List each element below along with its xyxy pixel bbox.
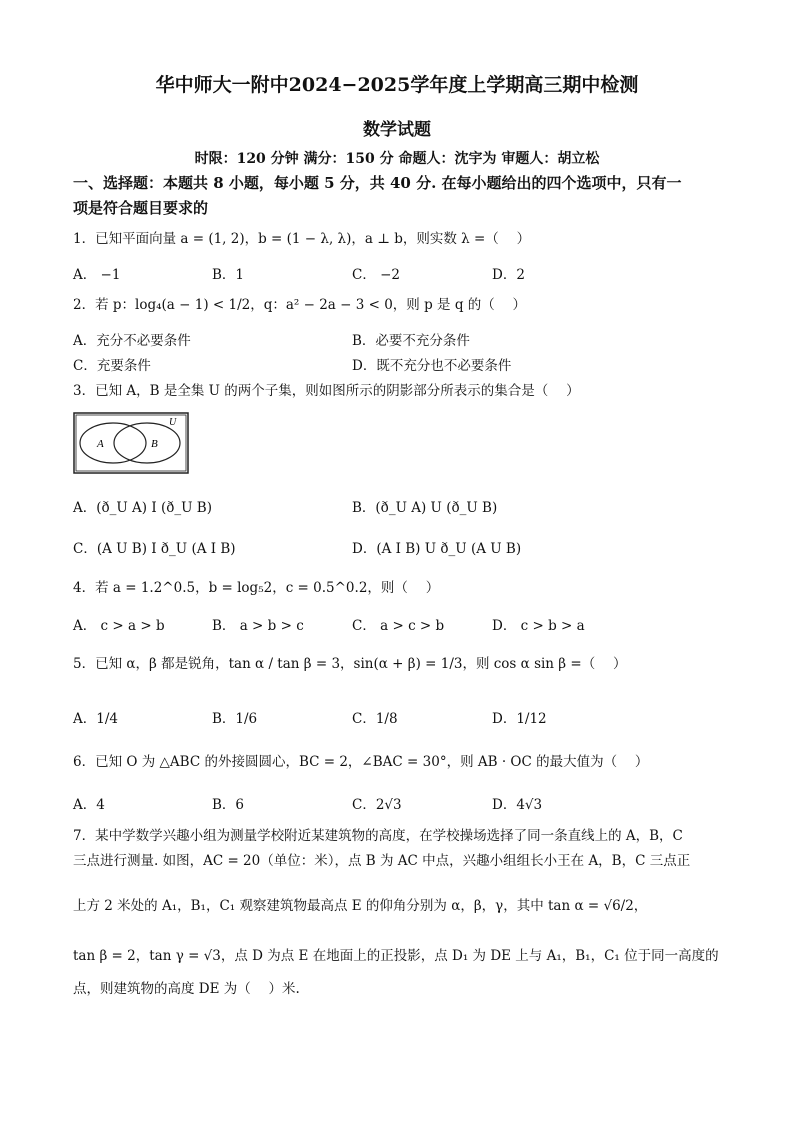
- q3-option-d: D．(A I B) U ð_U (A U B): [352, 541, 522, 557]
- q3-option-b: B．(ð_U A) U (ð_U B): [352, 500, 498, 516]
- q6-option-d: D．4√3: [492, 797, 543, 813]
- q3-option-c: C．(A U B) I ð_U (A I B): [73, 541, 236, 557]
- q7-line5: 点，则建筑物的高度 DE 为（ ）米.: [73, 981, 300, 997]
- q1-option-a: A． −1: [73, 267, 121, 283]
- q3-option-a: A．(ð_U A) I (ð_U B): [73, 500, 212, 516]
- q1-option-c: C． −2: [352, 267, 401, 283]
- q5-stem: 5．已知 α，β 都是锐角，tan α / tan β = 3，sin(α + β) = 1/3，则 cos α sin β =（ ）: [73, 656, 627, 672]
- q6-option-c: C．2√3: [352, 797, 402, 813]
- q1-option-b: B．1: [212, 267, 245, 283]
- q2-option-d: D．既不充分也不必要条件: [352, 358, 512, 374]
- q4-option-b: B． a > b > c: [212, 618, 304, 634]
- q1-stem: 1．已知平面向量 a = (1, 2)，b = (1 − λ, λ)，a ⊥ b，则实数 λ =（ ）: [73, 231, 531, 247]
- q7-line2: 三点进行测量. 如图，AC = 20（单位：米），点 B 为 AC 中点，兴趣小组组长小王在 A，B，C 三点正: [73, 853, 691, 869]
- q4-option-a: A． c > a > b: [73, 618, 165, 634]
- set-a-label: A: [97, 438, 104, 450]
- q7-line3: 上方 2 米处的 A₁，B₁，C₁ 观察建筑物最高点 E 的仰角分别为 α，β，γ，其中 tan α = √6/2，: [73, 898, 648, 914]
- set-b-label: B: [151, 438, 158, 450]
- exam-title: 华中师大一附中2024−2025学年度上学期高三期中检测: [155, 74, 639, 96]
- section-heading-line2: 项是符合题目要求的: [73, 199, 209, 217]
- exam-meta: 时限：120 分钟 满分：150 分 命题人：沈宇为 审题人：胡立松: [194, 151, 600, 167]
- q2-stem: 2．若 p：log₄(a − 1) < 1/2，q：a² − 2a − 3 < 0，则 p 是 q 的（ ）: [73, 297, 527, 313]
- q2-option-c: C．充要条件: [73, 358, 151, 374]
- exam-subtitle: 数学试题: [363, 120, 431, 140]
- q3-stem: 3．已知 A，B 是全集 U 的两个子集，则如图所示的阴影部分所表示的集合是（ ）: [73, 383, 580, 399]
- q5-option-a: A．1/4: [73, 711, 118, 727]
- venn-diagram: [73, 412, 189, 474]
- q4-option-d: D． c > b > a: [492, 618, 585, 634]
- q5-option-c: C．1/8: [352, 711, 398, 727]
- section-heading-line1: 一、选择题：本题共 8 小题，每小题 5 分，共 40 分. 在每小题给出的四个选项中，只有一: [73, 174, 682, 192]
- q6-option-b: B．6: [212, 797, 245, 813]
- q7-line4: tan β = 2，tan γ = √3，点 D 为点 E 在地面上的正投影，点 D₁ 为 DE 上与 A₁，B₁，C₁ 位于同一高度的: [73, 948, 719, 964]
- q4-stem: 4．若 a = 1.2^0.5，b = log₅2，c = 0.5^0.2，则（ ）: [73, 580, 440, 596]
- q5-option-d: D．1/12: [492, 711, 547, 727]
- q4-option-c: C． a > c > b: [352, 618, 445, 634]
- q6-stem: 6．已知 O 为 △ABC 的外接圆圆心，BC = 2，∠BAC = 30°，则 AB · OC 的最大值为（ ）: [73, 754, 649, 770]
- q6-option-a: A．4: [73, 797, 105, 813]
- q7-line1: 7．某中学数学兴趣小组为测量学校附近某建筑物的高度，在学校操场选择了同一条直线上的 A，B，C: [73, 828, 683, 844]
- q2-option-a: A．充分不必要条件: [73, 333, 191, 349]
- universal-set-label: U: [169, 417, 177, 428]
- q5-option-b: B．1/6: [212, 711, 258, 727]
- q2-option-b: B．必要不充分条件: [352, 333, 470, 349]
- q1-option-d: D．2: [492, 267, 525, 283]
